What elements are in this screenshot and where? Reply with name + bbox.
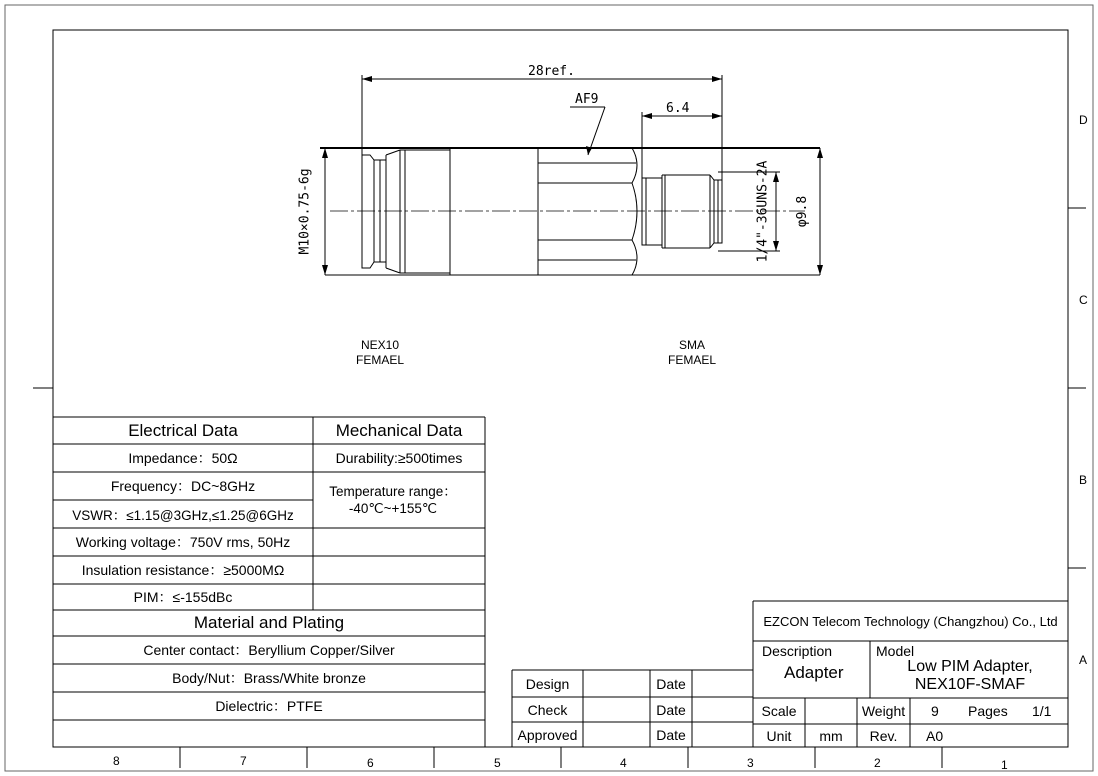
dielectric-value: Dielectric：PTFE bbox=[215, 698, 323, 714]
weight-label: Weight bbox=[861, 703, 906, 719]
temperature-range-label: Temperature range： bbox=[329, 484, 457, 499]
zone-col-4: 4 bbox=[620, 756, 627, 770]
date-label-approved: Date bbox=[656, 726, 686, 743]
weight-value: 9 bbox=[931, 703, 939, 719]
date-label-check: Date bbox=[656, 701, 686, 718]
description-label: Description bbox=[762, 643, 833, 659]
dim-overall-length: 28ref. bbox=[528, 64, 575, 79]
zone-col-8: 8 bbox=[113, 754, 120, 768]
center-contact-value: Center contact：Beryllium Copper/Silver bbox=[143, 642, 395, 658]
model-label: Model bbox=[876, 643, 915, 659]
pim-value: PIM：≤-155dBc bbox=[133, 589, 233, 605]
rev-label: Rev. bbox=[869, 727, 898, 744]
dim-right-thread: 1/4"-36UNS-2A bbox=[755, 160, 771, 263]
durability-value: Durability:≥500times bbox=[335, 450, 463, 466]
label-sma bbox=[652, 338, 732, 368]
approved-label: Approved bbox=[517, 726, 578, 743]
label-sma-line1: SMA bbox=[678, 338, 705, 352]
zone-col-7: 7 bbox=[240, 754, 247, 768]
zone-row-c: C bbox=[1079, 293, 1088, 307]
pages-label: Pages bbox=[968, 703, 1008, 719]
zone-col-3: 3 bbox=[747, 756, 754, 770]
zone-col-1: 1 bbox=[1001, 758, 1008, 772]
body-nut-value: Body/Nut：Brass/White bronze bbox=[172, 670, 366, 686]
design-label: Design bbox=[525, 675, 570, 692]
scale-label: Scale bbox=[761, 703, 797, 719]
pages-value: 1/1 bbox=[1032, 703, 1052, 719]
zone-col-5: 5 bbox=[494, 756, 501, 770]
company-name: EZCON Telecom Technology (Changzhou) Co., Ltd bbox=[763, 613, 1058, 629]
zone-row-b: B bbox=[1079, 473, 1088, 487]
zone-row-a: A bbox=[1079, 653, 1088, 667]
zone-col-2: 2 bbox=[874, 756, 881, 770]
label-nex10-line1: NEX10 bbox=[360, 338, 400, 352]
mechanical-data-header: Mechanical Data bbox=[335, 421, 463, 440]
label-sma-line2: FEMAEL bbox=[667, 353, 716, 367]
description-value: Adapter bbox=[784, 663, 844, 682]
temperature-range bbox=[313, 478, 473, 522]
working-voltage-value: Working voltage：750V rms, 50Hz bbox=[75, 534, 291, 550]
unit-label: Unit bbox=[766, 727, 792, 744]
zone-row-d: D bbox=[1079, 113, 1088, 127]
model-value bbox=[880, 658, 1060, 694]
temperature-range-value: -40℃~+155℃ bbox=[348, 501, 438, 516]
frequency-value: Frequency：DC~8GHz bbox=[110, 478, 256, 494]
dim-hex-size: AF9 bbox=[575, 92, 599, 107]
dim-left-thread: M10×0.75-6g bbox=[297, 168, 313, 255]
dim-sma-length: 6.4 bbox=[666, 101, 690, 116]
material-plating-header: Material and Plating bbox=[193, 613, 345, 632]
dim-diameter: φ9.8 bbox=[795, 195, 811, 228]
zone-col-6: 6 bbox=[367, 756, 374, 770]
vswr-value: VSWR：≤1.15@3GHz,≤1.25@6GHz bbox=[72, 508, 294, 523]
model-value-line1: Low PIM Adapter, bbox=[907, 658, 1033, 675]
label-nex10 bbox=[340, 338, 420, 368]
label-nex10-line2: FEMAEL bbox=[355, 353, 404, 367]
insulation-resistance-value: Insulation resistance：≥5000MΩ bbox=[81, 562, 285, 578]
impedance-value: Impedance：50Ω bbox=[128, 450, 238, 466]
model-value-line2: NEX10F-SMAF bbox=[914, 676, 1026, 693]
unit-value: mm bbox=[819, 727, 843, 744]
date-label-design: Date bbox=[656, 675, 686, 692]
rev-value: A0 bbox=[926, 728, 944, 744]
check-label: Check bbox=[527, 701, 568, 718]
electrical-data-header: Electrical Data bbox=[128, 421, 238, 440]
